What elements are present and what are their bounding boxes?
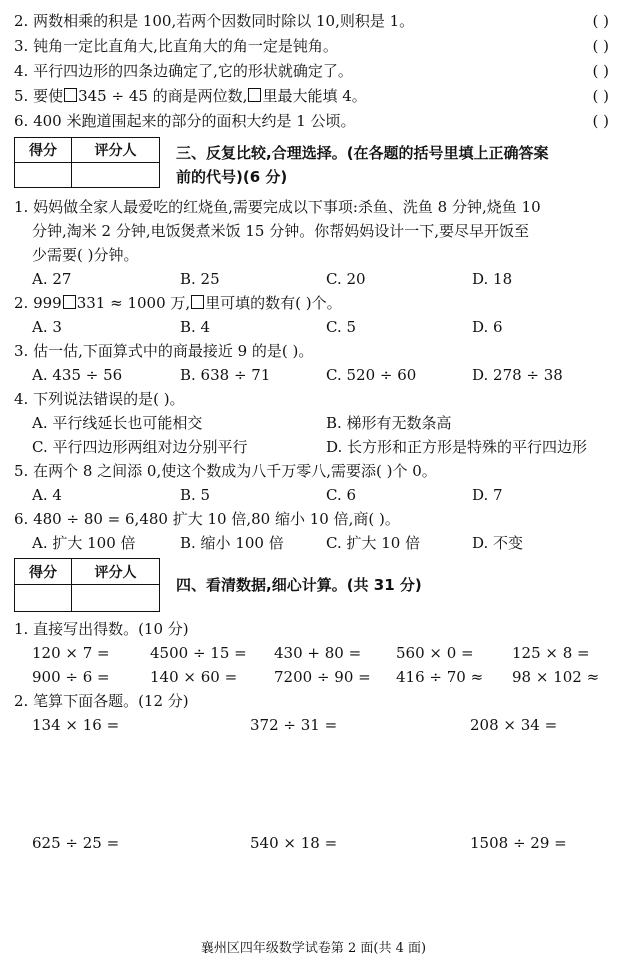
oral-calc: 4500 ÷ 15 = bbox=[150, 644, 247, 662]
score-label: 得分 bbox=[15, 138, 72, 163]
judge-item-2: 2. 两数相乘的积是 100,若两个因数同时除以 10,则积是 1。 ( ) bbox=[14, 12, 609, 30]
q1-option: C. 20 bbox=[326, 270, 366, 288]
q5-option: B. 5 bbox=[180, 486, 211, 504]
q6-option: A. 扩大 100 倍 bbox=[32, 534, 136, 552]
q1-line1: 1. 妈妈做全家人最爱吃的红烧鱼,需要完成以下事项:杀鱼、洗鱼 8 分钟,烧鱼 10 bbox=[14, 198, 541, 216]
written-calc: 208 × 34 = bbox=[470, 716, 558, 734]
grader-label: 评分人 bbox=[72, 138, 160, 163]
answer-paren[interactable]: ( ) bbox=[592, 62, 609, 80]
q3-option: D. 278 ÷ 38 bbox=[472, 366, 563, 384]
section4-title: 四、看清数据,细心计算。(共 31 分) bbox=[176, 576, 422, 594]
q4-option: B. 梯形有无数条高 bbox=[326, 414, 452, 432]
q2-option: C. 5 bbox=[326, 318, 357, 336]
grader-cell[interactable] bbox=[72, 585, 160, 612]
q3-option: B. 638 ÷ 71 bbox=[180, 366, 271, 384]
q6-option: B. 缩小 100 倍 bbox=[180, 534, 284, 552]
q4-line: 4. 下列说法错误的是( )。 bbox=[14, 390, 185, 408]
oral-calc: 430 + 80 = bbox=[274, 644, 362, 662]
judge-item-6: 6. 400 米跑道围起来的部分的面积大约是 1 公顷。 ( ) bbox=[14, 112, 609, 130]
q6-line: 6. 480 ÷ 80 = 6,480 扩大 10 倍,80 缩小 10 倍,商( )。 bbox=[14, 510, 400, 528]
score-label: 得分 bbox=[15, 559, 72, 585]
answer-paren[interactable]: ( ) bbox=[592, 12, 609, 30]
q5-option: D. 7 bbox=[472, 486, 503, 504]
judge-item-3: 3. 钝角一定比直角大,比直角大的角一定是钝角。 ( ) bbox=[14, 37, 609, 55]
score-cell[interactable] bbox=[15, 585, 72, 612]
oral-calc: 900 ÷ 6 = bbox=[32, 668, 110, 686]
q3-line: 3. 估一估,下面算式中的商最接近 9 的是( )。 bbox=[14, 342, 314, 360]
blank-box bbox=[63, 295, 76, 309]
written-calc: 1508 ÷ 29 = bbox=[470, 834, 567, 852]
q1-line3: 少需要( )分钟。 bbox=[32, 246, 139, 264]
judge-item-5: 5. 要使 345 ÷ 45 的商是两位数, 里最大能填 4。 ( ) bbox=[14, 87, 609, 105]
q1-option: D. 18 bbox=[472, 270, 513, 288]
oral-calc: 98 × 102 ≈ bbox=[512, 668, 600, 686]
score-table-section3 bbox=[14, 137, 160, 188]
q2-option: D. 6 bbox=[472, 318, 503, 336]
q5-line: 5. 在两个 8 之间添 0,使这个数成为八千万零八,需要添( )个 0。 bbox=[14, 462, 437, 480]
q2-line: 2. 999 331 ≈ 1000 万, 里可填的数有( )个。 bbox=[14, 294, 342, 312]
oral-calc: 416 ÷ 70 ≈ bbox=[396, 668, 484, 686]
q3-option: C. 520 ÷ 60 bbox=[326, 366, 417, 384]
q1-option: B. 25 bbox=[180, 270, 220, 288]
part2-title: 2. 笔算下面各题。(12 分) bbox=[14, 692, 189, 710]
written-calc: 134 × 16 = bbox=[32, 716, 120, 734]
q5-option: C. 6 bbox=[326, 486, 357, 504]
page-footer: 襄州区四年级数学试卷第 2 面(共 4 面) bbox=[200, 941, 427, 956]
oral-calc: 125 × 8 = bbox=[512, 644, 590, 662]
q2-option: B. 4 bbox=[180, 318, 211, 336]
q1-line2: 分钟,淘米 2 分钟,电饭煲煮米饭 15 分钟。你帮妈妈设计一下,要尽早开饭至 bbox=[32, 222, 530, 240]
written-calc: 625 ÷ 25 = bbox=[32, 834, 120, 852]
answer-paren[interactable]: ( ) bbox=[592, 37, 609, 55]
q4-option: C. 平行四边形两组对边分别平行 bbox=[32, 438, 248, 456]
oral-calc: 560 × 0 = bbox=[396, 644, 474, 662]
q4-option: A. 平行线延长也可能相交 bbox=[32, 414, 203, 432]
written-calc: 540 × 18 = bbox=[250, 834, 338, 852]
section3-title-line1: 三、反复比较,合理选择。(在各题的括号里填上正确答案 bbox=[176, 144, 549, 162]
answer-paren[interactable]: ( ) bbox=[592, 112, 609, 130]
answer-paren[interactable]: ( ) bbox=[592, 87, 609, 105]
grader-label: 评分人 bbox=[72, 559, 160, 585]
section3-title-line2: 前的代号)(6 分) bbox=[176, 168, 288, 186]
score-table-section4 bbox=[14, 558, 160, 612]
q1-option: A. 27 bbox=[32, 270, 72, 288]
blank-box bbox=[64, 88, 77, 102]
blank-box bbox=[248, 88, 261, 102]
grader-cell[interactable] bbox=[72, 163, 160, 188]
q5-option: A. 4 bbox=[32, 486, 62, 504]
score-cell[interactable] bbox=[15, 163, 72, 188]
oral-calc: 120 × 7 = bbox=[32, 644, 110, 662]
oral-calc: 140 × 60 = bbox=[150, 668, 238, 686]
oral-calc: 7200 ÷ 90 = bbox=[274, 668, 371, 686]
judge-item-4: 4. 平行四边形的四条边确定了,它的形状就确定了。 ( ) bbox=[14, 62, 609, 80]
q6-option: D. 不变 bbox=[472, 534, 524, 552]
blank-box bbox=[191, 295, 204, 309]
q3-option: A. 435 ÷ 56 bbox=[32, 366, 123, 384]
written-calc: 372 ÷ 31 = bbox=[250, 716, 338, 734]
part1-title: 1. 直接写出得数。(10 分) bbox=[14, 620, 189, 638]
q6-option: C. 扩大 10 倍 bbox=[326, 534, 421, 552]
q4-option: D. 长方形和正方形是特殊的平行四边形 bbox=[326, 438, 588, 456]
q2-option: A. 3 bbox=[32, 318, 62, 336]
